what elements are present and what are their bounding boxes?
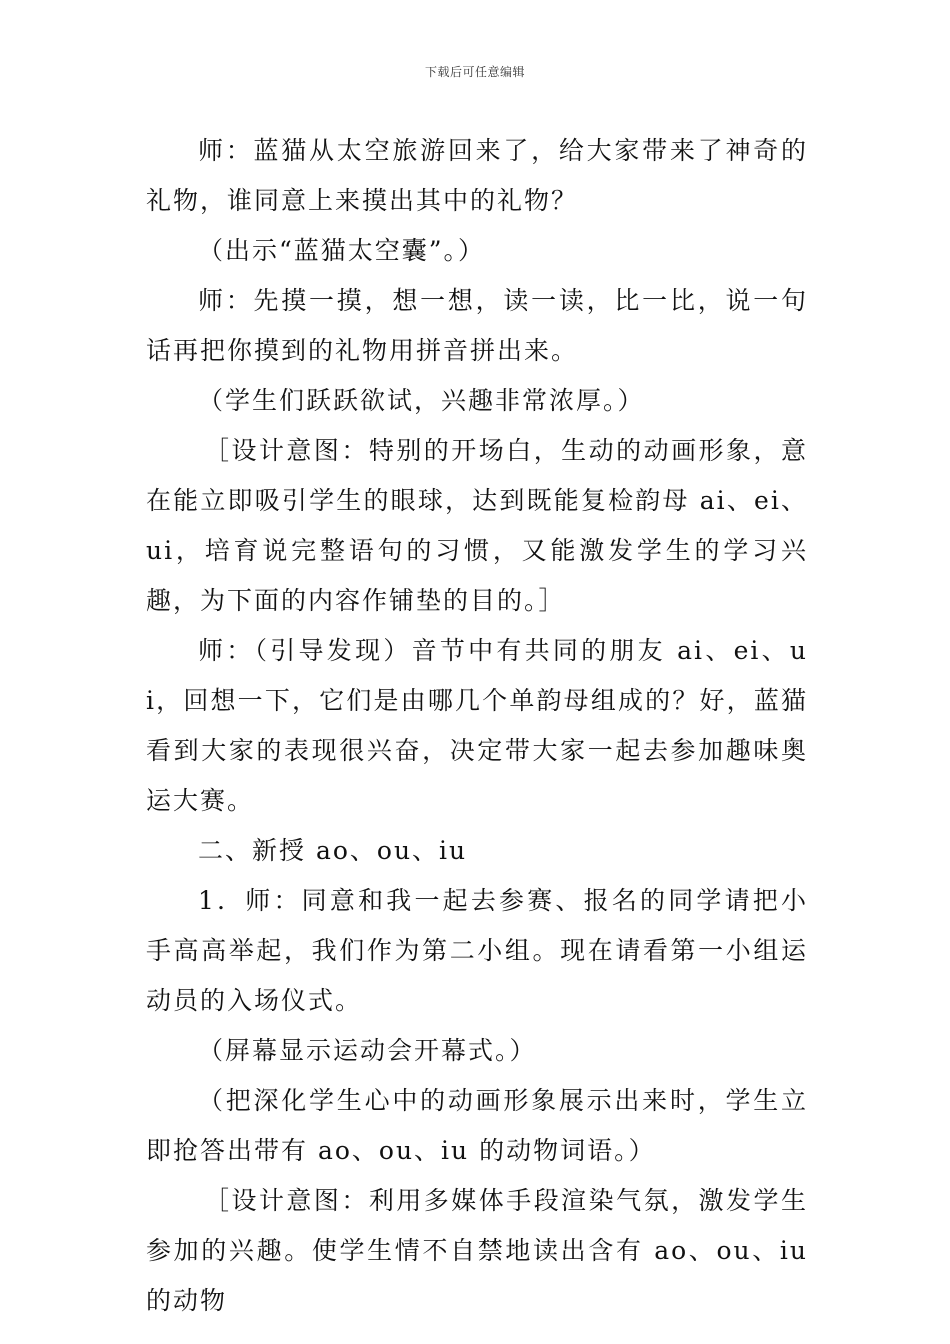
page-header: 下载后可任意编辑 — [424, 65, 525, 79]
section-heading-new-lesson: 二、新授 ao、ou、iu — [198, 836, 468, 865]
document-body — [146, 126, 808, 1326]
paragraph-step-1: 1．师：同意和我一起去参赛、报名的同学请把小手高高举起，我们作为第二小组。现在请看第一小组运动员的入场仪式。 — [146, 886, 808, 1015]
paragraph-animation-show: （把深化学生心中的动画形象展示出来时，学生立即抢答出带有 ao、ou、iu 的动物词语。） — [146, 1086, 808, 1165]
paragraph-teacher-instruction: 师：先摸一摸，想一想，读一读，比一比，说一句话再把你摸到的礼物用拼音拼出来。 — [146, 286, 808, 365]
paragraph-design-intent-1: ［设计意图：特别的开场白，生动的动画形象，意在能立即吸引学生的眼球，达到既能复检韵母 ai、ei、ui，培育说完整语句的习惯，又能激发学生的学习兴趣，为下面的内容作铺垫的目的。］ — [146, 436, 808, 615]
paragraph-show-capsule: （出示“蓝猫太空囊”。） — [198, 236, 486, 265]
paragraph-teacher-intro: 师：蓝猫从太空旅游回来了，给大家带来了神奇的礼物，谁同意上来摸出其中的礼物？ — [146, 136, 808, 215]
paragraph-screen-display: （屏幕显示运动会开幕式。） — [198, 1036, 537, 1065]
paragraph-design-intent-2: ［设计意图：利用多媒体手段渲染气氛，激发学生参加的兴趣。使学生情不自禁地读出含有 ao、ou、iu 的动物 — [146, 1186, 808, 1315]
paragraph-teacher-guide: 师：（引导发现）音节中有共同的朋友 ai、ei、ui，回想一下，它们是由哪几个单韵母组成的？好，蓝猫看到大家的表现很兴奋，决定带大家一起去参加趣味奥运大赛。 — [146, 636, 808, 815]
paragraph-student-reaction: （学生们跃跃欲试，兴趣非常浓厚。） — [198, 386, 645, 415]
